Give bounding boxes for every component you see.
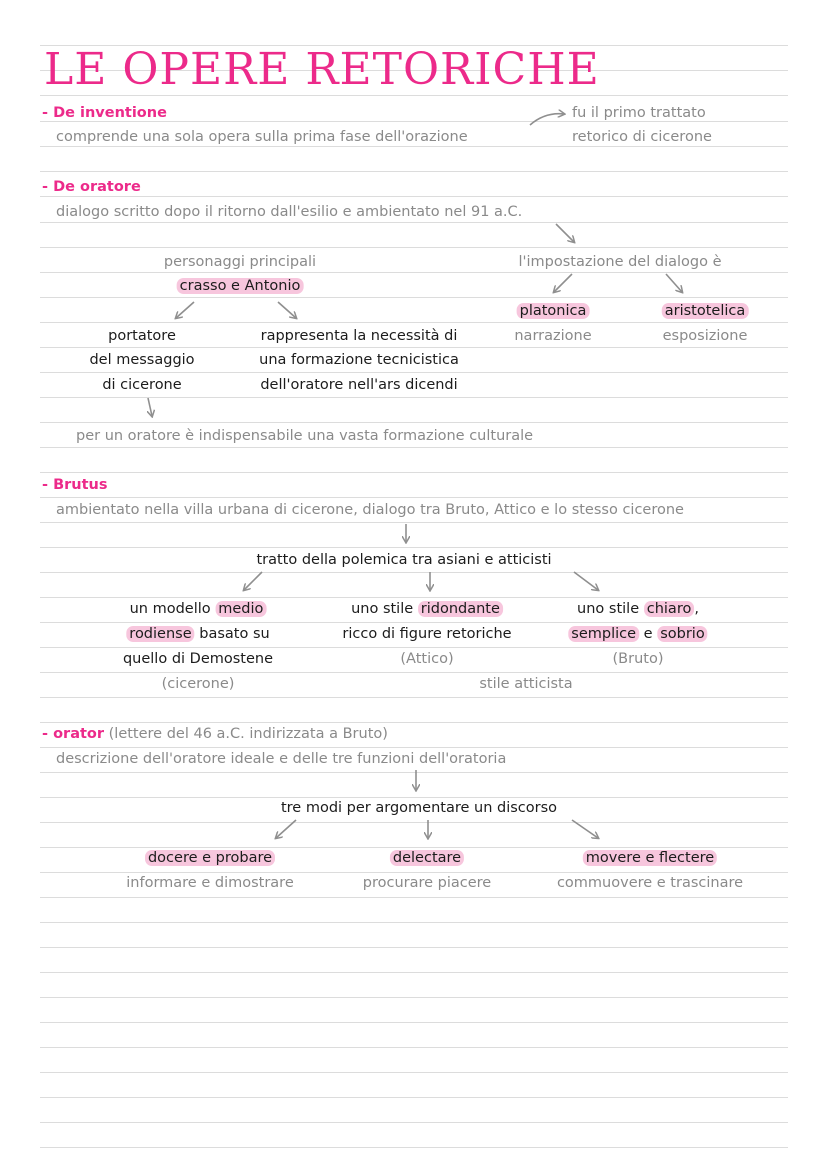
ridondante-line-1 <box>351 600 503 618</box>
chiaro-line-2 <box>568 625 707 643</box>
highlighted-text: ridondante <box>418 601 503 617</box>
section-heading-de-inventione: - De inventione <box>42 105 167 121</box>
highlighted-text: chiaro <box>644 601 695 617</box>
highlighted-text: platonica <box>517 303 590 319</box>
movere-sub: commuovere e trascinare <box>556 875 744 891</box>
ruled-line <box>40 722 788 723</box>
ruled-line <box>40 347 788 348</box>
ruled-line <box>40 797 788 798</box>
ruled-line <box>40 397 788 398</box>
arrow-to-conclusion <box>148 398 152 416</box>
ruled-line <box>40 997 788 998</box>
section-heading-de-oratore: - De oratore <box>42 179 141 195</box>
aristotelica-label <box>662 302 749 320</box>
ruled-line <box>40 672 788 673</box>
arrow-to-platonica <box>554 274 572 292</box>
delectare-sub: procurare piacere <box>362 875 492 891</box>
plain-text: , <box>694 601 699 617</box>
portatore-line-1: portatore <box>108 328 176 344</box>
highlighted-text: delectare <box>390 850 464 866</box>
ruled-line <box>40 472 788 473</box>
highlighted-text: sobrio <box>657 626 708 642</box>
ruled-line <box>40 247 788 248</box>
ruled-line <box>40 297 788 298</box>
ruled-line <box>40 872 788 873</box>
highlighted-text: rodiense <box>126 626 194 642</box>
plain-text: uno stile <box>577 601 644 617</box>
ruled-line <box>40 622 788 623</box>
ruled-line <box>40 1097 788 1098</box>
ruled-line <box>40 1072 788 1073</box>
rappresenta-line-1: rappresenta la necessità di <box>260 328 458 344</box>
ridondante-line-3: (Attico) <box>400 651 454 667</box>
platonica-label <box>517 302 590 320</box>
ruled-line <box>40 196 788 197</box>
ruled-line <box>40 922 788 923</box>
highlighted-text: aristotelica <box>662 303 749 319</box>
portatore-line-2: del messaggio <box>89 352 195 368</box>
plain-text: uno stile <box>351 601 418 617</box>
section-heading-brutus: - Brutus <box>42 477 108 493</box>
ruled-line <box>40 222 788 223</box>
heading-text: De oratore <box>53 179 141 195</box>
impostazione-label: l'impostazione del dialogo è <box>518 254 722 270</box>
plain-text: un modello <box>129 601 216 617</box>
arrow-to-rappresenta <box>278 302 296 318</box>
delectare-label <box>390 849 464 867</box>
narrazione-label: narrazione <box>514 328 592 344</box>
ruled-line <box>40 822 788 823</box>
modello-line-3: quello di Demostene <box>122 651 274 667</box>
chiaro-line-1 <box>577 600 699 618</box>
personaggi-label: personaggi principali <box>163 254 317 270</box>
ruled-line <box>40 947 788 948</box>
ruled-line <box>40 1122 788 1123</box>
atticista-label: stile atticista <box>479 676 573 692</box>
ruled-line <box>40 272 788 273</box>
portatore-line-3: di cicerone <box>102 377 182 393</box>
brutus-description: ambientato nella villa urbana di cicerone, dialogo tra Bruto, Attico e lo stesso cicerone <box>56 502 684 518</box>
ruled-line <box>40 697 788 698</box>
orator-description: descrizione dell'oratore ideale e delle tre funzioni dell'oratoria <box>56 751 507 767</box>
ruled-line <box>40 772 788 773</box>
modello-line-4: (cicerone) <box>161 676 235 692</box>
ruled-line <box>40 1147 788 1148</box>
heading-note: (lettere del 46 a.C. indirizzata a Bruto) <box>104 726 388 742</box>
modi-label: tre modi per argomentare un discorso <box>280 800 558 816</box>
bruto-label: (Bruto) <box>612 651 664 667</box>
arrow-to-impostazione <box>556 224 574 242</box>
esposizione-label: esposizione <box>662 328 748 344</box>
docere-sub: informare e dimostrare <box>126 875 294 891</box>
ruled-line <box>40 522 788 523</box>
arrow-to-portatore <box>176 302 194 318</box>
ruled-line <box>40 322 788 323</box>
de-inventione-note-line-1: fu il primo trattato <box>572 105 706 121</box>
ruled-line <box>40 171 788 172</box>
ruled-line <box>40 747 788 748</box>
arrow-to-chiaro <box>574 572 598 590</box>
heading-dash: - <box>42 726 54 742</box>
docere-label <box>145 849 275 867</box>
ruled-line <box>40 547 788 548</box>
de-oratore-description: dialogo scritto dopo il ritorno dall'esilio e ambientato nel 91 a.C. <box>56 204 523 220</box>
section-heading-orator <box>42 725 388 743</box>
de-inventione-note-line-2: retorico di cicerone <box>572 129 712 145</box>
ruled-line <box>40 146 788 147</box>
rappresenta-line-2: una formazione tecnicistica <box>259 352 459 368</box>
ruled-line <box>40 972 788 973</box>
page-title: LE OPERE RETORICHE <box>44 44 600 95</box>
ruled-line <box>40 897 788 898</box>
ruled-line <box>40 597 788 598</box>
ruled-line <box>40 422 788 423</box>
highlighted-text: medio <box>215 601 266 617</box>
arrow-to-aristotelica <box>666 274 682 292</box>
heading-text: orator <box>53 726 105 742</box>
heading-text: De inventione <box>53 105 167 121</box>
modello-line-1 <box>130 600 267 618</box>
movere-label <box>583 849 717 867</box>
ruled-line <box>40 372 788 373</box>
de-inventione-description: comprende una sola opera sulla prima fase dell'orazione <box>56 129 468 145</box>
modello-line-2 <box>126 625 269 643</box>
ruled-line <box>40 1047 788 1048</box>
personaggi-names <box>177 277 304 295</box>
heading-text: Brutus <box>53 477 108 493</box>
highlighted-text: crasso e Antonio <box>177 278 304 294</box>
ruled-line <box>40 572 788 573</box>
ridondante-line-2: ricco di figure retoriche <box>342 626 512 642</box>
ruled-line <box>40 847 788 848</box>
arrow-de-inventione-note <box>530 114 564 125</box>
de-oratore-conclusion: per un oratore è indispensabile una vasta formazione culturale <box>76 428 534 444</box>
ruled-line <box>40 447 788 448</box>
polemica-label: tratto della polemica tra asiani e atticisti <box>256 552 552 568</box>
rappresenta-line-3: dell'oratore nell'ars dicendi <box>260 377 458 393</box>
arrow-to-modello <box>244 572 262 590</box>
ruled-line <box>40 647 788 648</box>
ruled-line <box>40 497 788 498</box>
plain-text: e <box>639 626 658 642</box>
highlighted-text: semplice <box>568 626 639 642</box>
highlighted-text: docere e probare <box>145 850 275 866</box>
plain-text: basato su <box>194 626 270 642</box>
ruled-line <box>40 1022 788 1023</box>
highlighted-text: movere e flectere <box>583 850 717 866</box>
